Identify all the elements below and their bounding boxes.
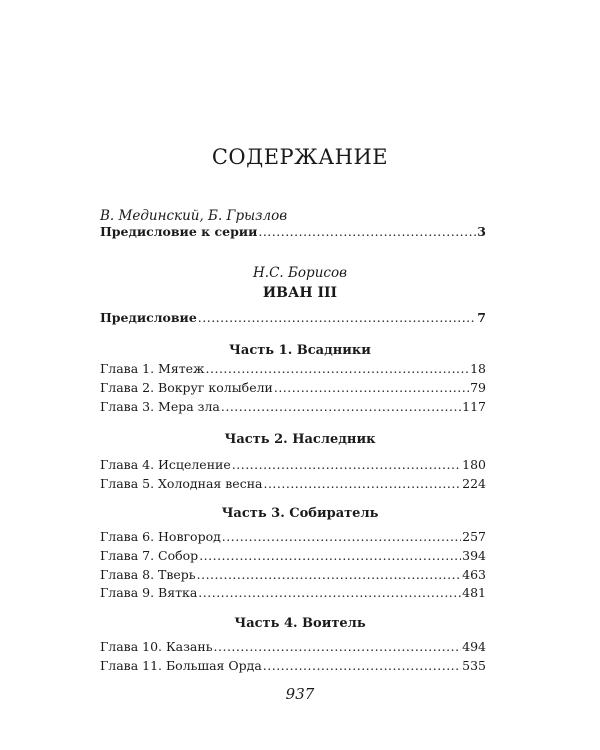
part-heading-1: Часть 1. Всадники	[229, 343, 371, 358]
dot-leader	[198, 585, 461, 601]
toc-entry-page: 18	[470, 361, 486, 376]
toc-entry-chapter-10[interactable]	[100, 639, 486, 655]
toc-entry-label: Предисловие	[100, 310, 197, 325]
dot-leader	[274, 380, 469, 396]
toc-entry-label: Глава 1. Мятеж	[100, 361, 205, 376]
toc-entry-chapter-4[interactable]	[100, 457, 486, 473]
toc-entry-page: 494	[462, 639, 486, 654]
series-authors: В. Мединский, Б. Грызлов	[100, 208, 288, 224]
toc-entry-page: 180	[462, 457, 486, 472]
page-title: СОДЕРЖАНИЕ	[211, 145, 389, 169]
toc-entry-series-preface[interactable]	[100, 224, 486, 240]
toc-entry-page: 3	[477, 224, 486, 239]
toc-entry-page: 394	[462, 548, 486, 563]
toc-entry-label: Глава 9. Вятка	[100, 585, 198, 600]
toc-entry-chapter-1[interactable]	[100, 361, 486, 377]
toc-entry-chapter-9[interactable]	[100, 585, 486, 601]
toc-entry-page: 117	[462, 399, 486, 414]
page-number: 937	[285, 685, 315, 703]
toc-entry-page: 257	[462, 529, 486, 544]
toc-entry-page: 7	[477, 310, 486, 325]
dot-leader	[232, 457, 461, 473]
toc-entry-label: Предисловие к серии	[100, 224, 258, 239]
toc-entry-label: Глава 2. Вокруг колыбели	[100, 380, 273, 395]
part-heading-3: Часть 3. Собиратель	[221, 506, 379, 521]
dot-leader	[263, 658, 461, 674]
toc-entry-label: Глава 3. Мера зла	[100, 399, 220, 414]
toc-entry-label: Глава 6. Новгород	[100, 529, 221, 544]
dot-leader	[221, 399, 461, 415]
toc-entry-chapter-3[interactable]	[100, 399, 486, 415]
toc-entry-chapter-5[interactable]	[100, 476, 486, 492]
dot-leader	[222, 529, 461, 545]
toc-entry-page: 463	[462, 567, 486, 582]
dot-leader	[258, 224, 476, 240]
toc-entry-chapter-8[interactable]	[100, 567, 486, 583]
book-title: ИВАН III	[262, 285, 338, 301]
toc-entry-label: Глава 11. Большая Орда	[100, 658, 262, 673]
toc-entry-label: Глава 7. Собор	[100, 548, 199, 563]
toc-entry-chapter-11[interactable]	[100, 658, 486, 674]
part-heading-4: Часть 4. Воитель	[234, 616, 366, 631]
toc-entry-page: 224	[462, 476, 486, 491]
toc-entry-chapter-6[interactable]	[100, 529, 486, 545]
toc-entry-label: Глава 4. Исцеление	[100, 457, 231, 472]
toc-entry-label: Глава 8. Тверь	[100, 567, 196, 582]
part-heading-2: Часть 2. Наследник	[224, 432, 376, 447]
toc-entry-label: Глава 5. Холодная весна	[100, 476, 263, 491]
dot-leader	[214, 639, 462, 655]
toc-entry-chapter-7[interactable]	[100, 548, 486, 564]
toc-entry-page: 481	[462, 585, 486, 600]
toc-entry-chapter-2[interactable]	[100, 380, 486, 396]
dot-leader	[263, 476, 461, 492]
toc-entry-page: 535	[462, 658, 486, 673]
dot-leader	[198, 310, 477, 326]
dot-leader	[199, 548, 461, 564]
toc-entry-page: 79	[470, 380, 486, 395]
dot-leader	[197, 567, 462, 583]
toc-entry-preface[interactable]	[100, 310, 486, 326]
book-author: Н.С. Борисов	[253, 265, 347, 281]
toc-entry-label: Глава 10. Казань	[100, 639, 213, 654]
dot-leader	[206, 361, 470, 377]
